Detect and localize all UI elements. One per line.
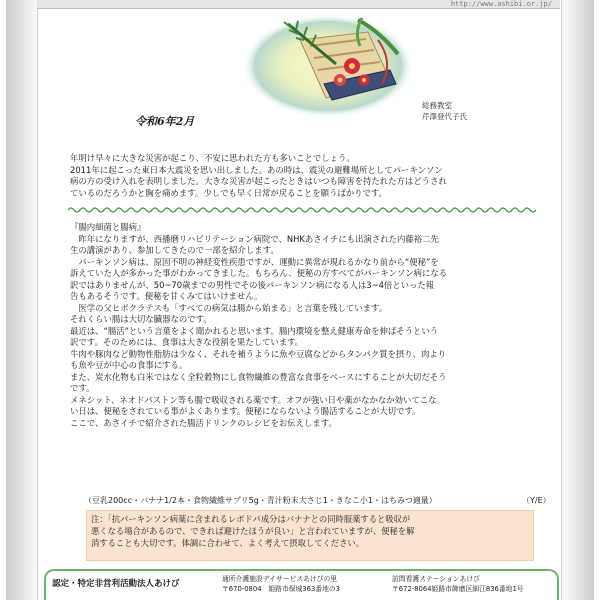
recipe-ingredients: （豆乳200cc・バナナ1/2本・食物繊維サプリ5g・青汁粉末大さじ1・きなこ小1・はちみつ適量）	[84, 496, 437, 505]
footer-dayservice-address: 〒670-0804 姫路市保城363番地の3	[222, 585, 340, 593]
body-line: メネシット、ネオドパストン等も腸で吸収される薬です。オフが強い日や薬がなかなか効いてこな	[70, 394, 437, 405]
footer-dayservice-name: 通所介護施設デイサービスあけびの里	[222, 575, 338, 583]
article-body	[70, 222, 447, 429]
footer-nursing-name: 訪問看護ステーションあけび	[392, 575, 480, 583]
body-line: い日は、便秘をされている事がよくあります。便秘にならないよう腸活することが大切です。	[70, 406, 421, 416]
footer-org-name: 認定・特定非営利活動法人あけび	[52, 579, 180, 589]
body-line: 訳ではありませんが、50~70歳までの男性でその後パーキンソン病になる人は3~4倍といった報	[70, 279, 435, 290]
body-line: ここで、あさイチで紹介された腸活ドリンクのレシピをお伝えします。	[70, 417, 337, 428]
body-line: も魚や豆が中心の食事にする。	[70, 360, 188, 370]
body-line: です。	[70, 383, 95, 393]
body-line: 最近は、“腸活”という言葉をよく聞かれると思います。腸内環境を整え健康寿命を伸ばそうという	[70, 325, 439, 336]
new-year-illustration	[240, 10, 416, 118]
footer-box	[44, 569, 559, 600]
body-line: 告もあるそうです。便秘を甘くみてはいけません。	[70, 291, 263, 301]
header-url: http://www.ashibi.or.jp/	[450, 0, 552, 8]
intro-line: ているのだろうかと胸を痛めます。少しでも早く日常が戻ることを願うばかりです。	[70, 187, 387, 198]
body-line: 牛肉や豚肉など動物性脂肪は少なく、それを補うように魚や豆腐などからタンパク質を摂り、肉より	[70, 348, 447, 359]
note-line: 悪くなる場合があるので、できれば避けたほうが良い」と言われていますが、便秘を解	[91, 526, 415, 536]
body-line: それくらい腸は大切な臓器なのです。	[70, 314, 212, 324]
footer-nursing-address: 〒672-8064姫路市飾磨区細江836番地1号	[392, 585, 524, 593]
author-role: 総務教室	[422, 101, 452, 110]
intro-line: 2011年に起こった東日本大震災を思い出しました。あの時は、震災の避難場所としてパーキンソン	[70, 164, 443, 175]
body-line: 訴えていた人が多かった事がわかってきました。もちろん、便秘の方すべてがパーキンソン病になる	[70, 268, 448, 278]
caution-note	[86, 510, 534, 561]
footer-dayservice	[222, 574, 340, 594]
body-line: パーキンソン病は、原因不明の神経変性疾患ですが、運動に異常が現れるかなり前から“便秘”を	[70, 256, 439, 267]
note-line: 消することも大切です。体調に合わせて、よく考えて摂取してください。	[91, 538, 364, 548]
body-line: 昨年になりますが、西播磨リハビリテーション病院で、NHKあさイチにも出演された内藤裕二先	[70, 233, 439, 244]
wave-divider	[68, 206, 538, 214]
body-line: また、炭水化物も白米ではなく全粒穀物にし食物繊維の豊富な食事をベースにすることが大切だそう	[70, 371, 447, 382]
intro-line: 病の方の受け入れを表明しました。大きな災害が起こったときはいつも障害を持たれた方はどうされ	[70, 176, 447, 186]
body-line: 医学の父ヒポクラテスも「すべての病気は腸から始まる」と言葉を残しています。	[70, 302, 388, 313]
author-name: 芹澤登代子氏	[422, 112, 467, 121]
issue-date: 令和6年2月	[135, 115, 195, 128]
recipe-credit: （Y/E）	[522, 496, 551, 505]
note-line: 注：「抗パーキンソン病薬に含まれるレボドパ成分はバナナとの同時服薬すると吸収が	[91, 514, 411, 524]
intro-line: 年明け早々に大きな災害が起こり、不安に思われた方も多いことでしょう。	[70, 153, 355, 163]
body-line: 訳です。そのためには、食事は大きな役割を果たしています。	[70, 337, 304, 347]
article-title: 『腸内細菌と腸病』	[70, 222, 146, 232]
author-block	[422, 100, 467, 122]
body-line: 生の講演があり、参加してきたので一部を紹介します。	[70, 245, 279, 255]
footer-nursing-station	[392, 574, 524, 594]
intro-paragraph	[70, 153, 447, 199]
